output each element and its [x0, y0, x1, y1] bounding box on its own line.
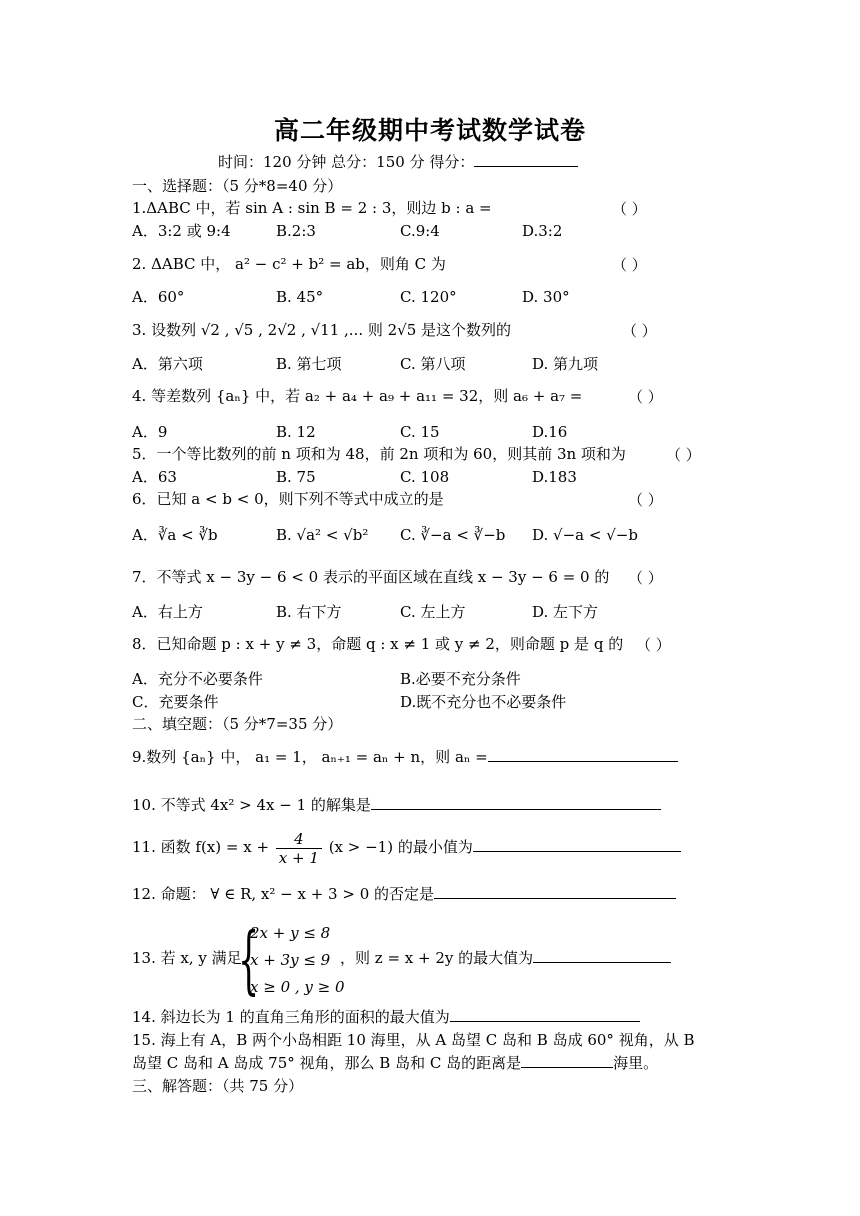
- q7-option-a: A．右上方: [132, 603, 203, 621]
- question-11-stem-a: 11. 函数 f(x) = x +: [132, 838, 270, 856]
- q2-option-a: A．60°: [132, 288, 185, 306]
- q14-answer-blank[interactable]: [450, 1007, 640, 1022]
- q7-option-c: C. 左上方: [400, 603, 466, 621]
- question-13-stem-b: ，则 z = x + 2y 的最大值为: [340, 949, 534, 967]
- question-11-stem-b: (x > −1) 的最小值为: [328, 838, 473, 856]
- section-fill-heading: 二、填空题：（5 分*7=35 分）: [132, 715, 343, 733]
- q4-option-a: A．9: [132, 423, 168, 441]
- question-15-line-2: [132, 1053, 658, 1073]
- q1-option-d: D.3:2: [522, 222, 563, 240]
- q7-option-d: D. 左下方: [532, 603, 599, 621]
- q10-answer-blank[interactable]: [371, 795, 661, 810]
- q5-option-a: A．63: [132, 468, 177, 486]
- q8-option-d: D.既不充分也不必要条件: [400, 693, 567, 711]
- q13-constraint-1: 2x + y ≤ 8: [250, 924, 331, 942]
- question-3-answer-paren[interactable]: （ ）: [622, 322, 657, 340]
- q12-answer-blank[interactable]: [434, 884, 676, 899]
- question-3-stem: 3. 设数列 √2 , √5 , 2√2 , √11 ,... 则 2√5 是这个数列的: [132, 321, 512, 339]
- question-7-stem: 7．不等式 x − 3y − 6 < 0 表示的平面区域在直线 x − 3y − 6 = 0 的: [132, 568, 610, 586]
- q9-answer-blank[interactable]: [488, 747, 678, 762]
- q8-option-c: C．充要条件: [132, 693, 219, 711]
- score-blank[interactable]: [474, 152, 578, 167]
- question-4-stem: 4. 等差数列 {aₙ} 中，若 a₂ + a₄ + a₉ + a₁₁ = 32，则 a₆ + a₇ =: [132, 387, 583, 405]
- question-5-answer-paren[interactable]: （ ）: [666, 446, 701, 464]
- q11-answer-blank[interactable]: [473, 837, 681, 852]
- q13-constraint-system: [250, 920, 345, 1001]
- question-9-stem: 9.数列 {aₙ} 中， a₁ = 1， aₙ₊₁ = aₙ + n，则 aₙ =: [132, 748, 488, 766]
- q13-constraint-3: x ≥ 0 , y ≥ 0: [250, 978, 345, 996]
- question-14-stem: 14. 斜边长为 1 的直角三角形的面积的最大值为: [132, 1008, 450, 1026]
- q8-option-b: B.必要不充分条件: [400, 670, 521, 688]
- q11-fraction-denominator: x + 1: [278, 848, 319, 867]
- q3-option-b: B. 第七项: [276, 355, 342, 373]
- q15-answer-blank[interactable]: [521, 1053, 613, 1068]
- q6-option-c: C. ∛−a < ∛−b: [400, 526, 506, 544]
- section-choice-heading: 一、选择题：（5 分*8=40 分）: [132, 177, 343, 195]
- q8-option-a: A．充分不必要条件: [132, 670, 263, 688]
- question-4-answer-paren[interactable]: （ ）: [628, 388, 663, 406]
- question-1-stem: 1.ΔABC 中，若 sin A : sin B = 2 : 3，则边 b : a =: [132, 199, 492, 217]
- q1-option-a: A．3:2 或 9:4: [132, 222, 231, 240]
- question-10: [132, 795, 661, 815]
- question-12: [132, 884, 676, 904]
- q13-constraint-2: x + 3y ≤ 9: [250, 951, 331, 969]
- q7-option-b: B. 右下方: [276, 603, 342, 621]
- question-2-answer-paren[interactable]: （ ）: [612, 256, 647, 274]
- question-7-answer-paren[interactable]: （ ）: [628, 569, 663, 587]
- question-6-stem: 6．已知 a < b < 0，则下列不等式中成立的是: [132, 490, 444, 508]
- q11-fraction-numerator: 4: [276, 830, 322, 849]
- q4-option-c: C. 15: [400, 423, 440, 441]
- q13-system-brace: {: [238, 917, 260, 1003]
- q5-option-d: D.183: [532, 468, 577, 486]
- q13-answer-blank[interactable]: [533, 948, 671, 963]
- question-9: [132, 747, 678, 767]
- q2-option-c: C. 120°: [400, 288, 457, 306]
- question-15-line-1: 15. 海上有 A，B 两个小岛相距 10 海里，从 A 岛望 C 岛和 B 岛成 60° 视角，从 B: [132, 1031, 695, 1049]
- question-6-answer-paren[interactable]: （ ）: [628, 491, 663, 509]
- q4-option-d: D.16: [532, 423, 568, 441]
- question-2-stem: 2. ΔABC 中， a² − c² + b² = ab，则角 C 为: [132, 255, 446, 273]
- question-10-stem: 10. 不等式 4x² > 4x − 1 的解集是: [132, 796, 371, 814]
- q3-option-a: A．第六项: [132, 355, 203, 373]
- q1-option-b: B.2:3: [276, 222, 316, 240]
- q6-option-a: A．∛a < ∛b: [132, 526, 218, 544]
- question-14: [132, 1007, 640, 1027]
- page-title: 高二年级期中考试数学试卷: [273, 116, 586, 145]
- q3-option-c: C. 第八项: [400, 355, 466, 373]
- q2-option-d: D. 30°: [522, 288, 570, 306]
- q2-option-b: B. 45°: [276, 288, 324, 306]
- question-1-answer-paren[interactable]: （ ）: [612, 200, 647, 218]
- question-8-stem: 8．已知命题 p : x + y ≠ 3，命题 q : x ≠ 1 或 y ≠ 2，则命题 p 是 q 的: [132, 635, 624, 653]
- question-8-answer-paren[interactable]: （ ）: [636, 636, 671, 654]
- question-13: [340, 948, 671, 968]
- question-11: [132, 828, 681, 867]
- q4-option-b: B. 12: [276, 423, 316, 441]
- section-answer-heading: 三、解答题：（共 75 分）: [132, 1077, 304, 1095]
- q5-option-b: B. 75: [276, 468, 316, 486]
- q6-option-d: D. √−a < √−b: [532, 526, 638, 544]
- q5-option-c: C. 108: [400, 468, 450, 486]
- q3-option-d: D. 第九项: [532, 355, 599, 373]
- exam-info: [218, 152, 578, 172]
- exam-info-text: 时间：120 分钟 总分：150 分 得分：: [218, 153, 475, 171]
- q1-option-c: C.9:4: [400, 222, 440, 240]
- question-15-stem-c: 海里。: [613, 1054, 659, 1072]
- question-15-stem-b: 岛望 C 岛和 A 岛成 75° 视角，那么 B 岛和 C 岛的距离是: [132, 1054, 522, 1072]
- question-5-stem: 5．一个等比数列的前 n 项和为 48，前 2n 项和为 60，则其前 3n 项和为: [132, 445, 626, 463]
- q6-option-b: B. √a² < √b²: [276, 526, 369, 544]
- q11-fraction: [276, 830, 322, 867]
- question-13-stem-a: 13. 若 x, y 满足: [132, 949, 242, 967]
- question-12-stem: 12. 命题： ∀ ∈ R, x² − x + 3 > 0 的否定是: [132, 885, 435, 903]
